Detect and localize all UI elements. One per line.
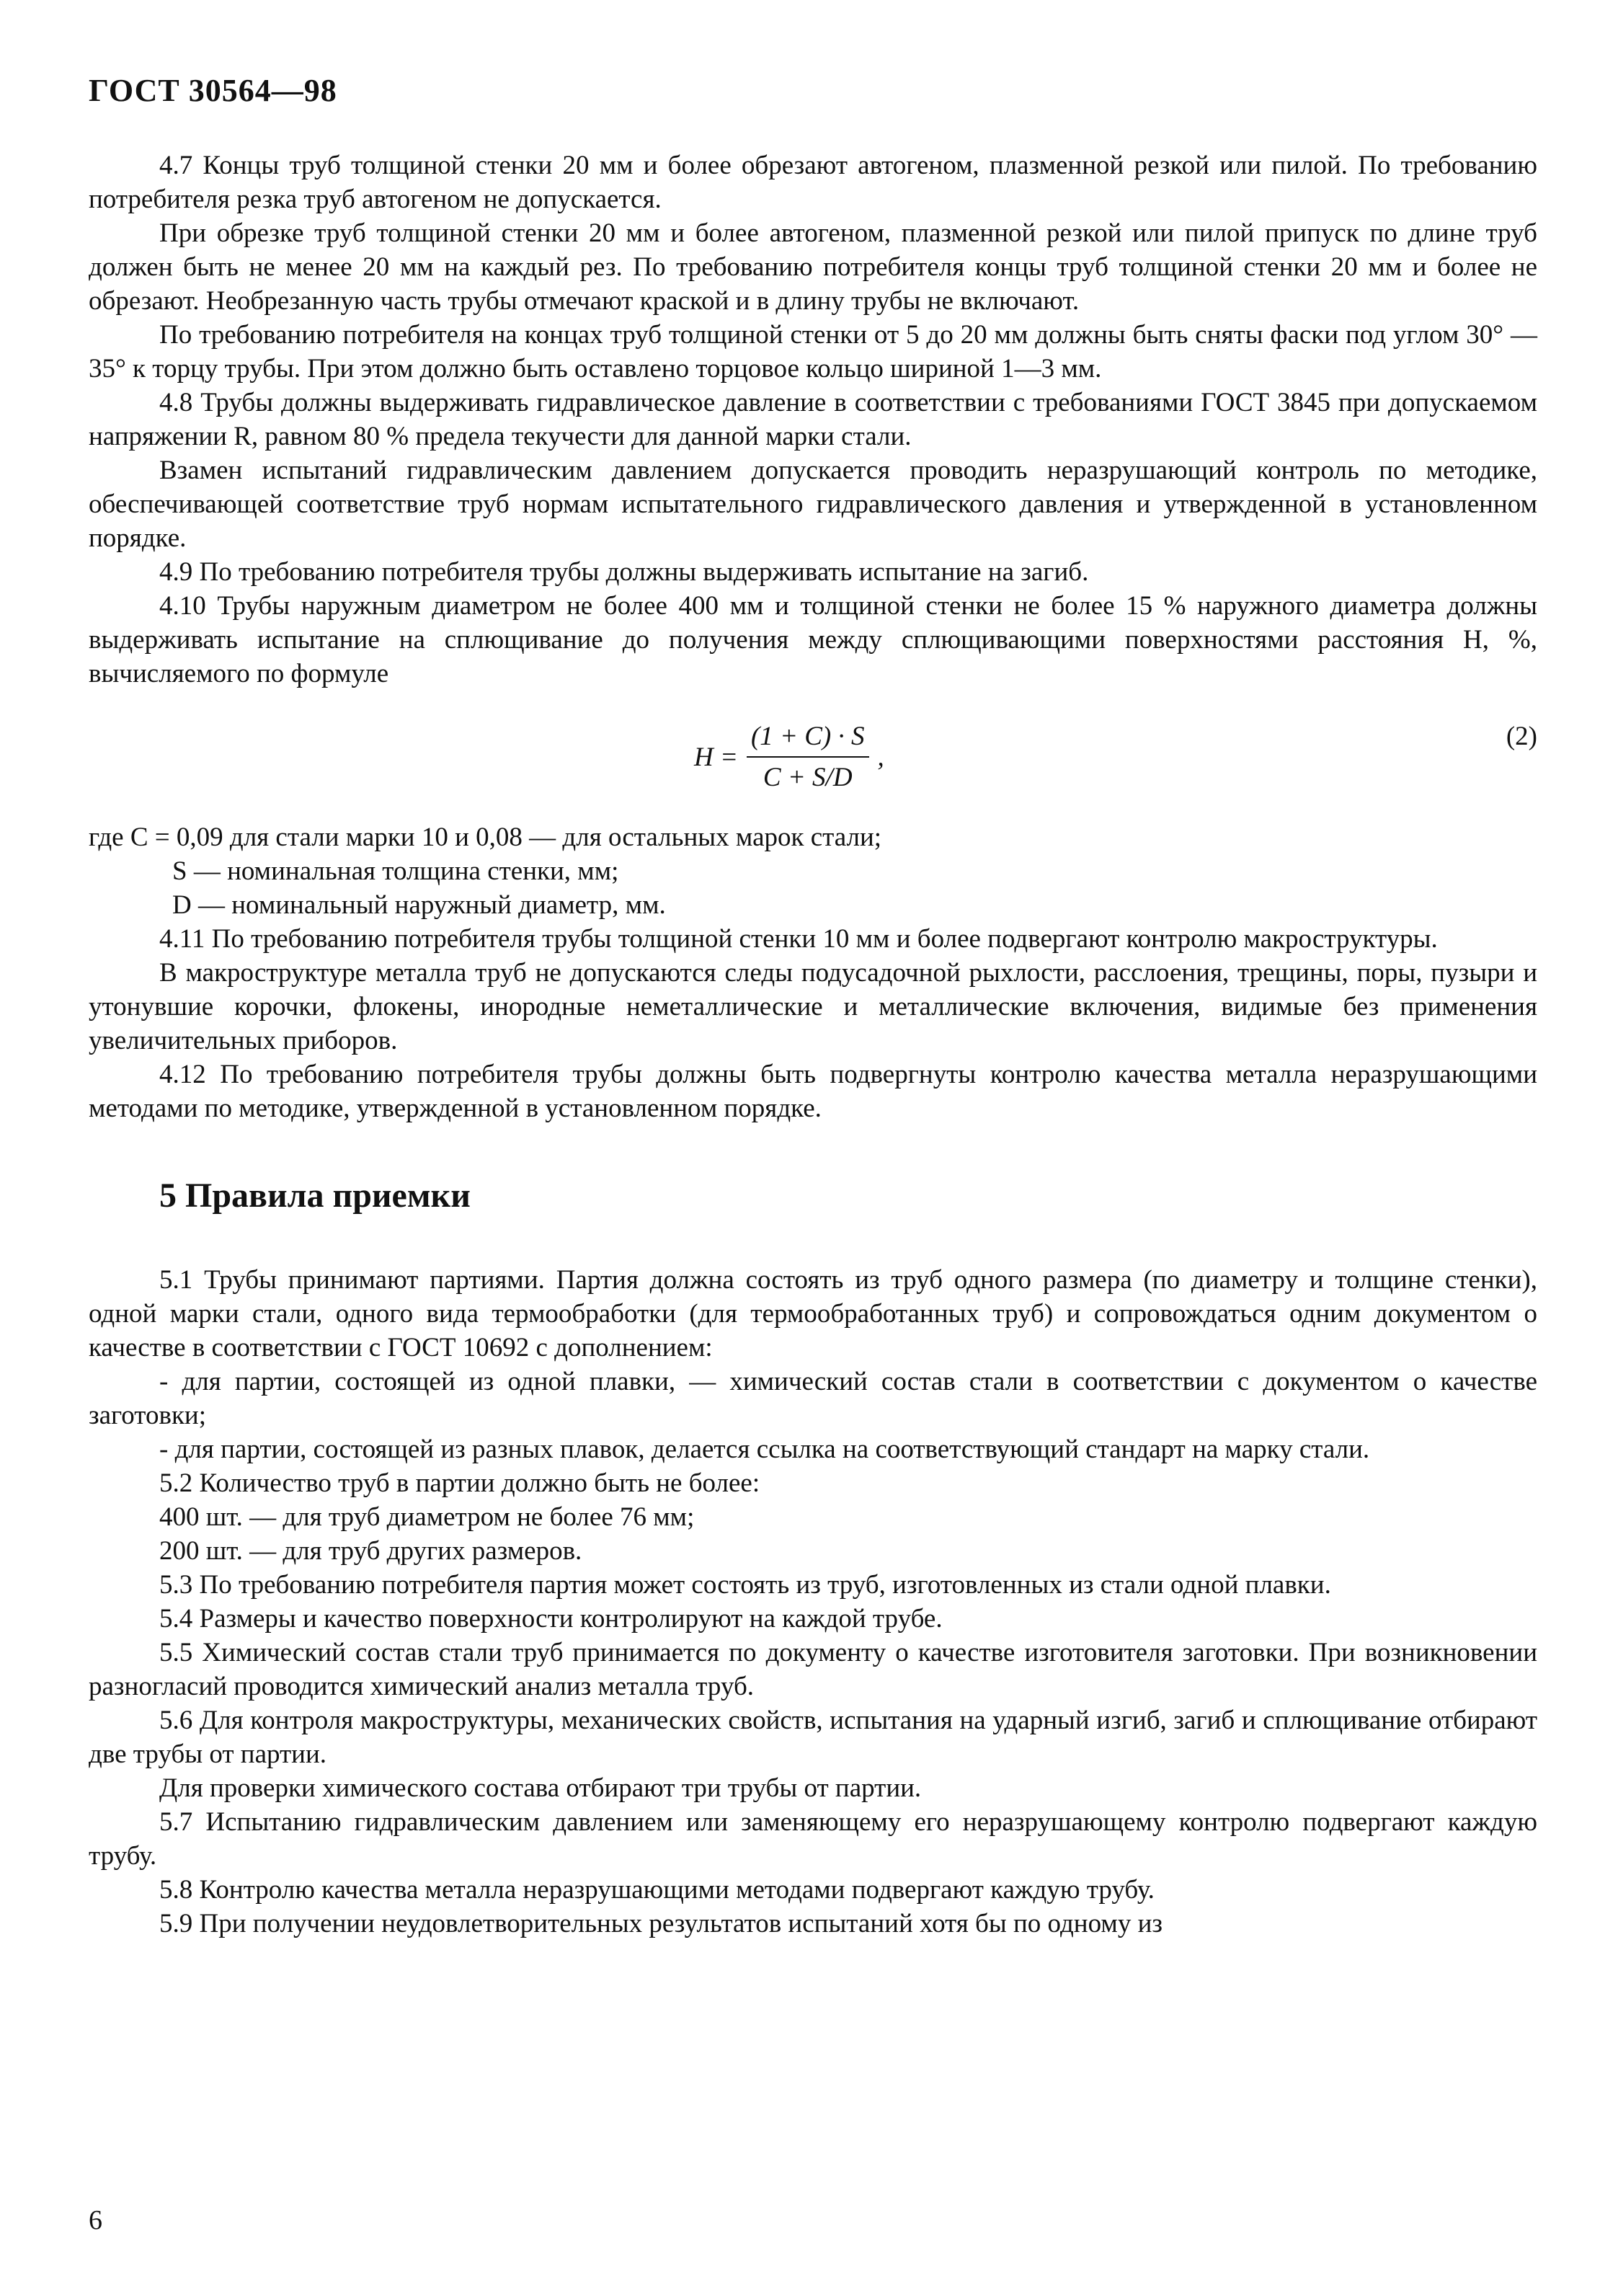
paragraph: При обрезке труб толщиной стенки 20 мм и более автогеном, плазменной резкой или пилой припуск по длине труб должен быть не менее 20 мм на каждый рез. По требованию потребителя концы труб толщиной стенки 20 мм и более не обрезают. Необрезанную часть трубы отмечают краской и в длину трубы не включают. bbox=[89, 218, 1537, 316]
paragraph-4-11: 4.11 По требованию потребителя трубы толщиной стенки 10 мм и более подвергают контролю макроструктуры. bbox=[159, 924, 1438, 954]
formula-tail: , bbox=[877, 742, 884, 772]
where-line: D — номинальный наружный диаметр, мм. bbox=[172, 890, 666, 920]
formula-denominator: C + S/D bbox=[763, 763, 853, 792]
formula-2 bbox=[89, 705, 1537, 813]
paragraph-4-10: 4.10 Трубы наружным диаметром не более 400 мм и толщиной стенки не более 15 % наружного диаметра должны выдерживать испытание на сплющивание до получения между сплющивающими поверхностями расстояния H, %, вычисляемого по формуле bbox=[89, 591, 1537, 688]
list-item: 200 шт. — для труб других размеров. bbox=[159, 1536, 582, 1566]
paragraph-5-6: 5.6 Для контроля макроструктуры, механических свойств, испытания на ударный изгиб, загиб и сплющивание отбирают две трубы от партии. bbox=[89, 1706, 1537, 1769]
paragraph-5-5: 5.5 Химический состав стали труб принимается по документу о качестве изготовителя заготовки. При возникновении разногласий проводится химический анализ металла труб. bbox=[89, 1638, 1537, 1701]
list-item: - для партии, состоящей из разных плавок, делается ссылка на соответствующий стандарт на марку стали. bbox=[159, 1435, 1370, 1464]
formula-lhs: H = bbox=[694, 742, 738, 772]
paragraph: По требованию потребителя на концах труб толщиной стенки от 5 до 20 мм должны быть сняты фаски под углом 30° — 35° к торцу трубы. При этом должно быть оставлено торцовое кольцо шириной 1—3 мм. bbox=[89, 320, 1537, 384]
page-content bbox=[89, 149, 1537, 1941]
paragraph: Для проверки химического состава отбирают три трубы от партии. bbox=[159, 1773, 922, 1803]
paragraph-4-12: 4.12 По требованию потребителя трубы должны быть подвергнуты контролю качества металла неразрушающими методами по методике, утвержденной в установленном порядке. bbox=[89, 1060, 1537, 1123]
paragraph-5-3: 5.3 По требованию потребителя партия может состоять из труб, изготовленных из стали одной плавки. bbox=[159, 1570, 1331, 1600]
paragraph-5-2: 5.2 Количество труб в партии должно быть не более: bbox=[159, 1468, 760, 1498]
paragraph-5-9: 5.9 При получении неудовлетворительных результатов испытаний хотя бы по одному из bbox=[159, 1909, 1163, 1938]
paragraph-5-7: 5.7 Испытанию гидравлическим давлением или заменяющему его неразрушающему контролю подвергают каждую трубу. bbox=[89, 1807, 1537, 1871]
formula-expression bbox=[694, 719, 884, 794]
paragraph: Взамен испытаний гидравлическим давлением допускается проводить неразрушающий контроль по методике, обеспечивающей соответствие труб нормам испытательного гидравлического давления и утвержденной в установленном порядке. bbox=[89, 456, 1537, 553]
page-number: 6 bbox=[89, 2205, 102, 2235]
paragraph-5-4: 5.4 Размеры и качество поверхности контролируют на каждой трубе. bbox=[159, 1604, 943, 1634]
paragraph-4-8: 4.8 Трубы должны выдерживать гидравлическое давление в соответствии с требованиями ГОСТ 3845 при допускаемом напряжении R, равном 80 % предела текучести для данной марки стали. bbox=[89, 388, 1537, 451]
paragraph-4-9: 4.9 По требованию потребителя трубы должны выдерживать испытание на загиб. bbox=[159, 557, 1089, 587]
paragraph-5-8: 5.8 Контролю качества металла неразрушающими методами подвергают каждую трубу. bbox=[159, 1875, 1155, 1905]
where-line: S — номинальная толщина стенки, мм; bbox=[172, 856, 619, 886]
paragraph-4-7: 4.7 Концы труб толщиной стенки 20 мм и более обрезают автогеном, плазменной резкой или пилой. По требованию потребителя резка труб автогеном не допускается. bbox=[89, 151, 1537, 214]
paragraph: В макроструктуре металла труб не допускаются следы подусадочной рыхлости, расслоения, трещины, поры, пузыри и утонувшие корочки, флокены, инородные неметаллические и металлические включения, видимые без применения увеличительных приборов. bbox=[89, 958, 1537, 1055]
section-title: 5 Правила приемки bbox=[159, 1176, 471, 1215]
paragraph-5-1: 5.1 Трубы принимают партиями. Партия должна состоять из труб одного размера (по диаметру и толщине стенки), одной марки стали, одного вида термообработки (для термообработанных труб) и сопровождаться одним документом о качестве в соответствии с ГОСТ 10692 с дополнением: bbox=[89, 1265, 1537, 1362]
list-item: 400 шт. — для труб диаметром не более 76 мм; bbox=[159, 1502, 695, 1532]
list-item: - для партии, состоящей из одной плавки, — химический состав стали в соответствии с документом о качестве заготовки; bbox=[89, 1367, 1537, 1430]
formula-fraction bbox=[747, 719, 869, 794]
formula-numerator: (1 + C) · S bbox=[747, 719, 869, 758]
where-line: где C = 0,09 для стали марки 10 и 0,08 — для остальных марок стали; bbox=[89, 823, 882, 852]
document-header: ГОСТ 30564—98 bbox=[89, 73, 337, 108]
formula-number: (2) bbox=[1506, 722, 1537, 751]
